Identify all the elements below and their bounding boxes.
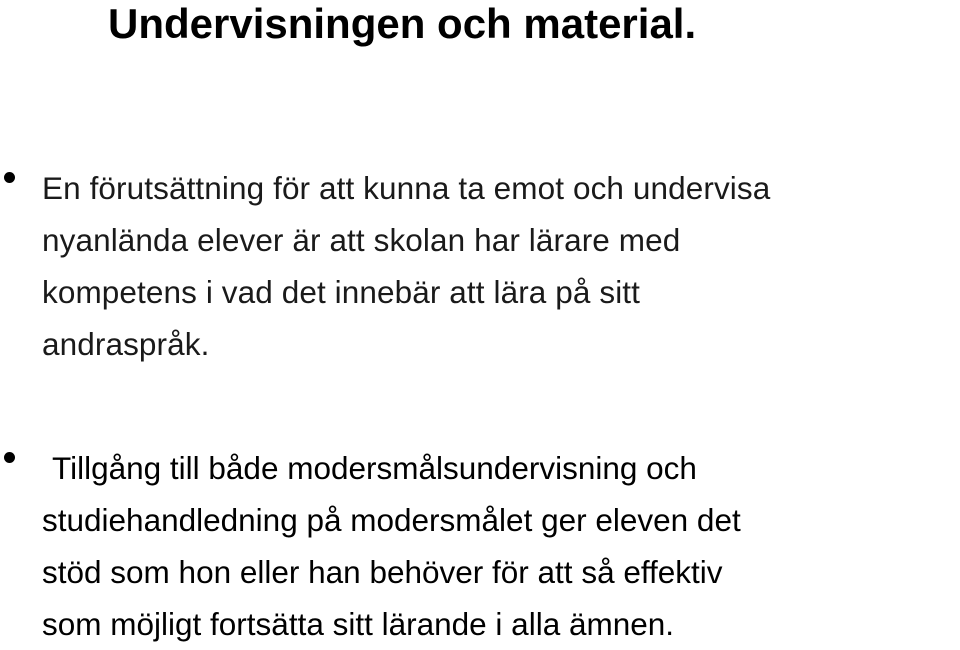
bullet-text-2 [42, 442, 957, 650]
bullet-1-line-3: kompetens i vad det innebär att lära på sitt [42, 274, 640, 310]
bullet-2-line-4: som möjligt fortsätta sitt lärande i alla ämnen. [42, 606, 675, 642]
bullet-1-line-2: nyanlända elever är att skolan har lärare med [42, 222, 681, 258]
slide-title: Undervisningen och material. [108, 0, 697, 47]
bullet-text-1 [42, 162, 957, 370]
bullet-1-line-4: andraspråk. [42, 326, 210, 362]
bullet-1-line-1: En förutsättning för att kunna ta emot och undervisa [42, 170, 771, 206]
bullet-2-line-1: Tillgång till både modersmålsundervisning och [52, 450, 697, 486]
bullet-2-line-3: stöd som hon eller han behöver för att så effektiv [42, 554, 723, 590]
bullet-dot-icon [4, 172, 15, 183]
bullet-dot-icon [4, 452, 15, 463]
bullet-2-line-2: studiehandledning på modersmålet ger eleven det [42, 502, 741, 538]
